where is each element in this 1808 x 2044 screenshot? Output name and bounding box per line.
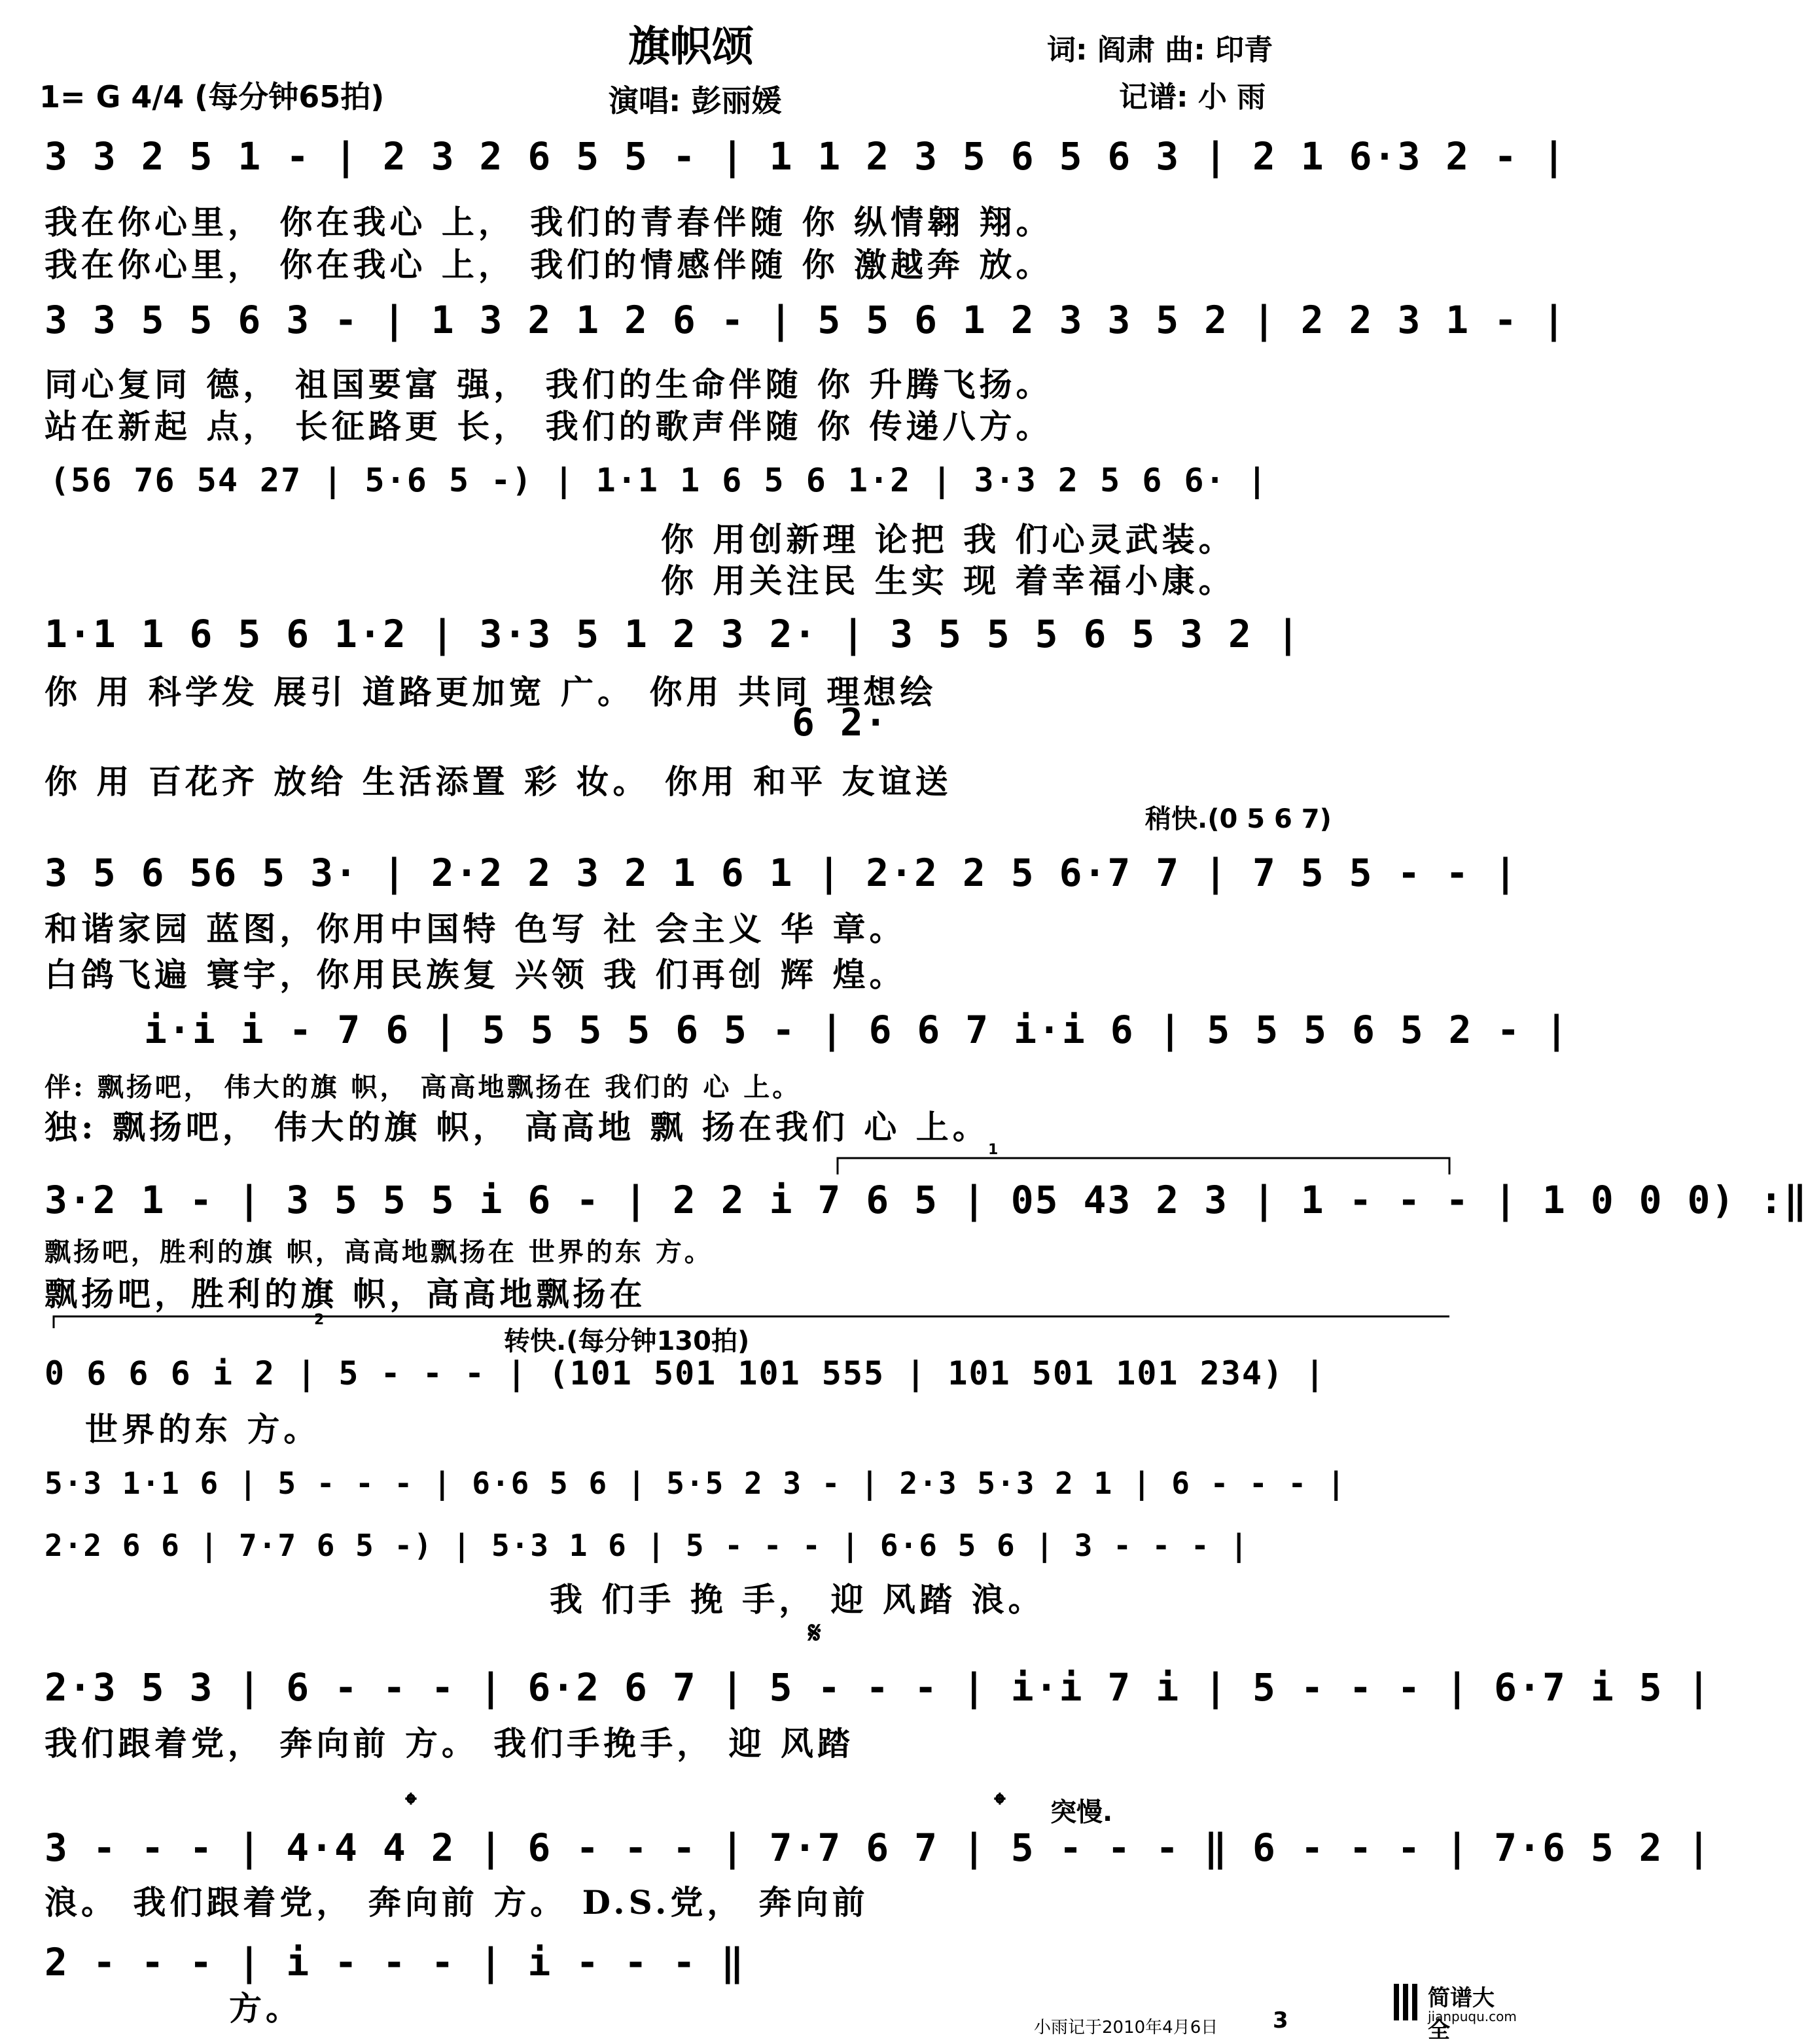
page-number: 3 (1273, 2007, 1288, 2034)
lyric-row-10: 我 们手 挽 手， 迎 风踏 浪。 (550, 1580, 1045, 1619)
footer-note: 小雨记于2010年4月6日 (1034, 2018, 1218, 2037)
notation-row-11: 2·3 5 3 | 6 - - - | 6·2 6 7 | 5 - - - | i·i 7 i | 5 - - - | 6·7 i 5 | (44, 1665, 1712, 1710)
credits: 词: 阎肃 曲: 印青 (1047, 33, 1273, 67)
singer: 演唱: 彭丽媛 (609, 83, 782, 118)
lyric-row-1b: 我在你心里， 你在我心 上， 我们的情感伴随 你 激越奔 放。 (44, 245, 1053, 284)
tempo-change: 转快.(每分钟130拍) (504, 1326, 750, 1356)
notation-row-9: 5·3 1·1 6 | 5 - - - | 6·6 5 6 | 5·5 2 3 - | 2·3 5·3 2 1 | 6 - - - | (44, 1466, 1347, 1501)
lyric-row-6a: 伴: 飘扬吧， 伟大的旗 帜， 高高地飘扬在 我们的 心 上。 (44, 1072, 802, 1102)
volta-1-label: 1 (988, 1142, 999, 1158)
logo-name: 简谱大全 (1428, 1985, 1495, 2043)
notation-row-10: 2·2 6 6 | 7·7 6 5 -) | 5·3 1 6 | 5 - - - | 6·6 5 6 | 3 - - - | (44, 1528, 1250, 1563)
key-tempo: 1= G 4/4 (每分钟65拍) (39, 79, 385, 115)
coda-sign-2: 𝄌 (995, 1786, 1005, 1822)
lyric-row-4b: 你 用 百花齐 放给 生活添置 彩 妆。 你用 和平 友谊送 (44, 762, 952, 801)
sudden-slow: 突慢. (1050, 1797, 1113, 1827)
notation-row-5: 3 5 6 56 5 3· | 2·2 2 3 2 1 6 1 | 2·2 2 5 6·7 7 | 7 5 5 - - | (44, 851, 1519, 895)
notation-variant-4: 6 2· (792, 700, 889, 745)
lyric-row-4a: 你 用 科学发 展引 道路更加宽 广。 你用 共同 理想绘 (44, 673, 937, 711)
notation-row-3: (56 76 54 27 | 5·6 5 -) | 1·1 1 6 5 6 1·2 | 3·3 2 5 6 6· | (50, 461, 1268, 499)
notation-row-6: i·i i - 7 6 | 5 5 5 5 6 5 - | 6 6 7 i·i 6 | 5 5 5 6 5 2 - | (144, 1008, 1570, 1052)
song-title: 旗帜颂 (628, 23, 754, 71)
notation-row-4: 1·1 1 6 5 6 1·2 | 3·3 5 1 2 3 2· | 3 5 5 5 6 5 3 2 | (44, 612, 1301, 656)
lyric-row-7b: 飘扬吧，胜利的旗 帜，高高地飘扬在 (44, 1275, 647, 1313)
lyric-row-2a: 同心复同 德， 祖国要富 强， 我们的生命伴随 你 升腾飞扬。 (44, 365, 1053, 404)
volta-1-bracket (838, 1158, 1449, 1174)
notation-row-13: 2 - - - | i - - - | i - - - ‖ (44, 1940, 745, 1984)
notation-row-7: 3·2 1 - | 3 5 5 5 i 6 - | 2 2 i 7 6 5 | 05 43 2 3 | 1 - - - | 1 0 0 0) :‖ (44, 1178, 1808, 1222)
notation-row-12: 3 - - - | 4·4 4 2 | 6 - - - | 7·7 6 7 | 5 - - - ‖ 6 - - - | 7·6 5 2 | (44, 1825, 1712, 1870)
lyric-row-8: 世界的东 方。 (85, 1410, 321, 1449)
lyric-row-11: 我们跟着党， 奔向前 方。 我们手挽手， 迎 风踏 (44, 1724, 855, 1763)
lyric-row-12: 浪。 我们跟着党， 奔向前 方。 D.S.党， 奔向前 (44, 1883, 869, 1922)
lyric-row-13: 方。 (229, 1989, 302, 2028)
segno-sign: 𝄋 (808, 1615, 821, 1650)
lyric-row-5a: 和谐家园 蓝图，你用中国特 色写 社 会主义 华 章。 (44, 909, 906, 948)
lyric-row-1a: 我在你心里， 你在我心 上， 我们的青春伴随 你 纵情翱 翔。 (44, 203, 1053, 241)
coda-sign-1: 𝄌 (406, 1786, 416, 1822)
volta-2-bracket (54, 1316, 1449, 1328)
lyric-row-5b: 白鸽飞遍 寰宇，你用民族复 兴领 我 们再创 辉 煌。 (44, 955, 906, 994)
scribe: 记谱: 小 雨 (1119, 80, 1266, 114)
notation-row-8: 0 6 6 6 i 2 | 5 - - - | (101 501 101 555 | 101 501 101 234) | (44, 1354, 1326, 1392)
lyric-row-7a: 飘扬吧，胜利的旗 帜，高高地飘扬在 世界的东 方。 (44, 1237, 713, 1267)
notation-row-1: 3 3 2 5 1 - | 2 3 2 6 5 5 - | 1 1 2 3 5 6 5 6 3 | 2 1 6·3 2 - | (44, 134, 1567, 179)
lyric-row-2b: 站在新起 点， 长征路更 长， 我们的歌声伴随 你 传递八方。 (44, 407, 1053, 446)
logo-bars-icon (1394, 1984, 1424, 2020)
lyric-row-3b: 你 用关注民 生实 现 着幸福小康。 (661, 561, 1235, 600)
notation-row-2: 3 3 5 5 6 3 - | 1 3 2 1 2 6 - | 5 5 6 1 2 3 3 5 2 | 2 2 3 1 - | (44, 298, 1567, 342)
lyric-row-6b: 独: 飘扬吧， 伟大的旗 帜， 高高地 飘 扬在我们 心 上。 (44, 1108, 989, 1146)
lyric-row-3a: 你 用创新理 论把 我 们心灵武装。 (661, 520, 1235, 559)
site-logo[interactable] (1394, 1980, 1517, 2043)
faster-mark: 稍快.(0 5 6 7) (1145, 804, 1332, 834)
logo-url: jianpuqu.com (1428, 2009, 1517, 2024)
volta-2-label: 2 (314, 1312, 325, 1328)
